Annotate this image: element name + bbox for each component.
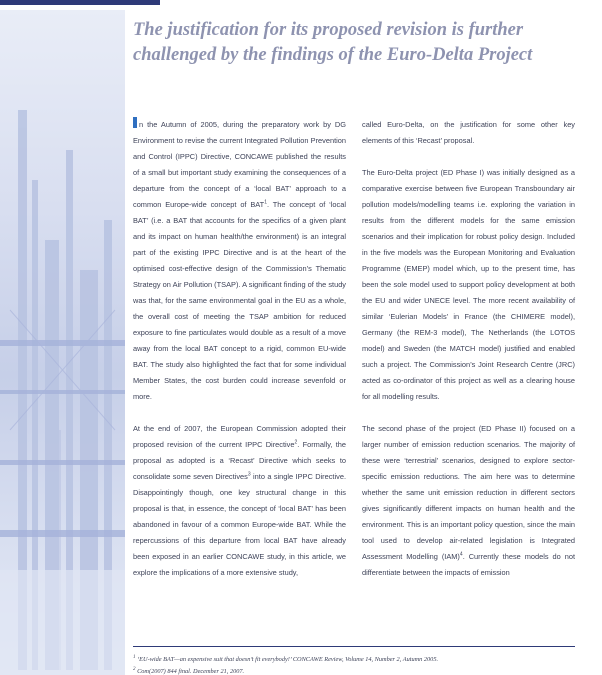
- paragraph: called Euro-Delta, on the justification for some other key elements of this ‘Recast’ proposal.: [362, 120, 575, 145]
- paragraph: At the end of 2007, the European Commission adopted their proposed revision of the current IPPC Directive$^2$. Formally, the proposal as adopted is a ‘Recast’ Directive which seeks to consolidate some seven Directives$^3$ into a single IPPC Directive. Disappointingly though, one key structural change in this proposal is that, in essence, the concept of ‘local BAT’ has been abandoned in favour of a common Europe-wide BAT. While the repercussions of this departure from local BAT have already been exposed in an earlier CONCAWE study, in this article, we explore the implications of a more extensive study,: [133, 424, 346, 577]
- paragraph: n the Autumn of 2005, during the preparatory work by DG Environment to revise the current Integrated Pollution Prevention and Control (IPPC) Directive, CONCAWE published the results of a small but important study examining the consequences of a departure from the concept of a ‘local BAT’ approach to a common Europe-wide concept of BAT$^1$. The concept of ‘local BAT’ (i.e. a BAT that accounts for the specifics of a given plant and its impact on human health/the environment) is an integral part of the existing IPPC Directive and is at the heart of the optimised cost-effective design of the Commission’s Thematic Strategy on Air Pollution (TSAP). A significant finding of the study was that, for the same environmental goal in the EU as a whole, the overall cost of meeting the TSAP ambition for reduced exposure to fine particulates would double as a result of a move away from the local BAT concept to a rigid, common EU-wide BAT. The study also highlighted the fact that for some individual Member States, the cost burden could increase sevenfold or more.: [133, 117, 346, 405]
- paragraph: The second phase of the project (ED Phase II) focused on a larger number of emission reduction scenarios. The majority of these were ‘terrestrial’ scenarios, designed to explore sector-specific emission reductions. The aim here was to determine whether the same unit emission reduction in different sectors gives significantly different impacts on human health and the environment. This is an important policy question, since the main tool used to develop air-related legislation is Integrated Assessment Modelling (IAM)$^4$. Currently these models do not differentiate between the impacts of emission: [362, 424, 575, 577]
- column-right: [362, 117, 575, 597]
- paragraph: The Euro-Delta project (ED Phase I) was initially designed as a comparative exercise between five European Transboundary air pollution models/modelling teams i.e. exploring the variation in results from the different models for the same emission scenarios and their implication for robust policy design. Included in the five models was the European Monitoring and Evaluation Programme (EMEP) model which, up to the present time, has been the sole model used to support policy development at both the EU and wider UNECE level. The more recent availability of similar ‘Eulerian Models’ in France (the CHIMERE model), Germany (the REM-3 model), The Netherlands (the LOTOS model) and Sweden (the MATCH model) justified and enabled such a project. The Commission’s Joint Research Centre (JRC) acted as co-ordinator of this project as well as a clearing house for all modelling results.: [362, 168, 575, 401]
- footnote-2: $^2$ Com(2007) 844 final. December 21, 2007.: [133, 666, 245, 675]
- footnote-1: $^1$ ‘EU-wide BAT—an expensive suit that doesn’t fit everybody!’ CONCAWE Review, Volume 14, Number 2, Autumn 2005.: [133, 654, 439, 663]
- top-band: [0, 0, 602, 7]
- header-band: [0, 0, 160, 5]
- column-left: [133, 117, 346, 597]
- refinery-photo: [0, 10, 125, 675]
- article-title: The justification for its proposed revision is further challenged by the findings of the Euro-Delta Project: [133, 20, 533, 65]
- drop-cap-marker: [133, 117, 137, 128]
- footnote-rule: [133, 646, 575, 647]
